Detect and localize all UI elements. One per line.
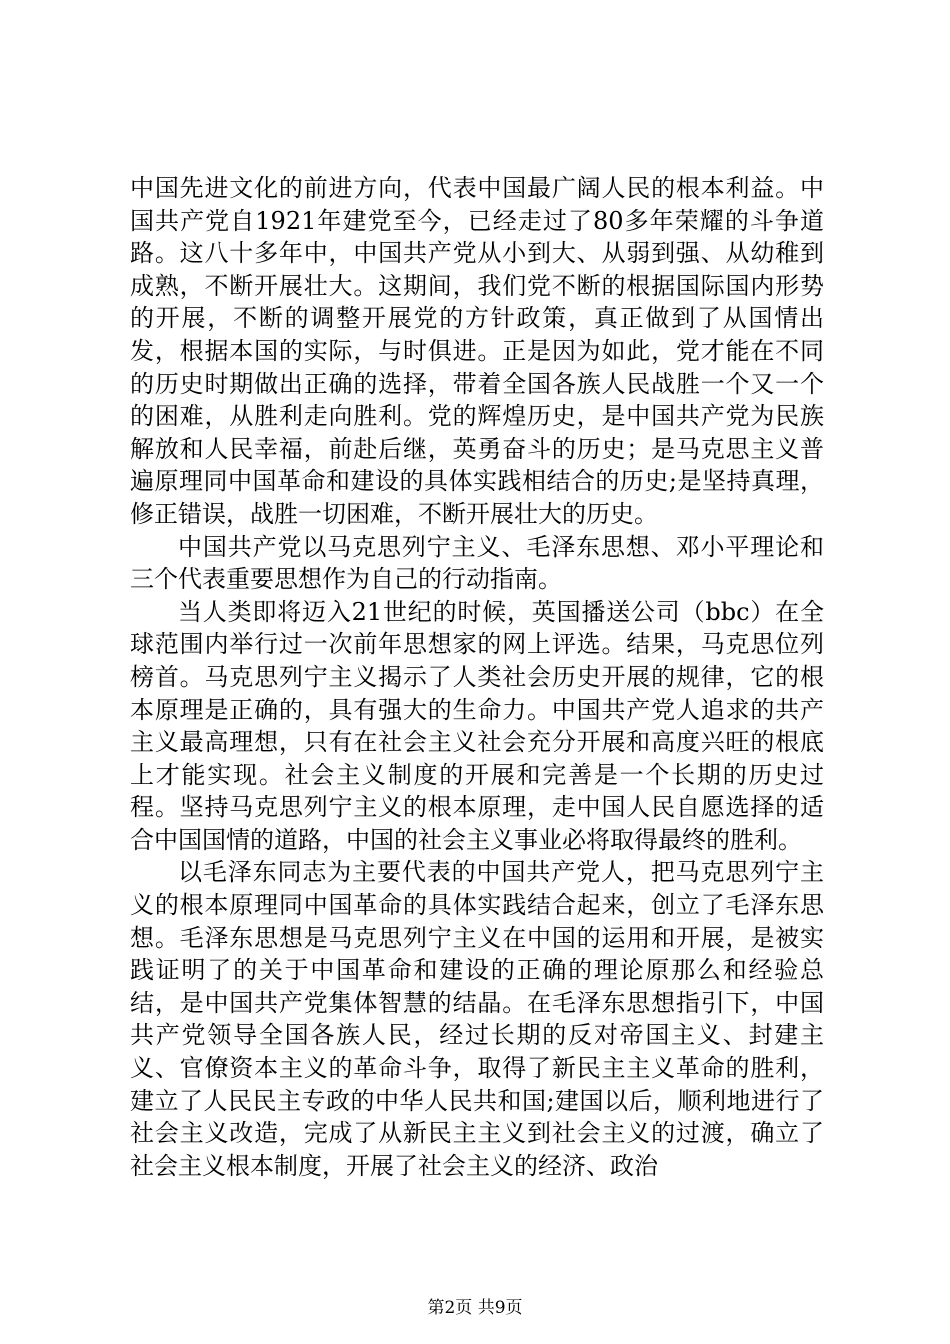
paragraph-3: 当人类即将迈入21世纪的时候，英国播送公司（bbc）在全球范围内举行过一次前年思想家的网上评选。结果，马克思位列榜首。马克思列宁主义揭示了人类社会历史开展的规律，它的根本原理是正确的，具有强大的生命力。中国共产党人追求的共产主义最高理想，只有在社会主义社会充分开展和高度兴旺的根底上才能实现。社会主义制度的开展和完善是一个长期的历史过程。坚持马克思列宁主义的根本原理，走中国人民自愿选择的适合中国国情的道路，中国的社会主义事业必将取得最终的胜利。 (130, 597, 824, 854)
paragraph-4: 以毛泽东同志为主要代表的中国共产党人，把马克思列宁主义的根本原理同中国革命的具体实践结合起来，创立了毛泽东思想。毛泽东思想是马克思列宁主义在中国的运用和开展，是被实践证明了的关于中国革命和建设的正确的理论原那么和经验总结，是中国共产党集体智慧的结晶。在毛泽东思想指引下，中国共产党领导全国各族人民，经过长期的反对帝国主义、封建主义、官僚资本主义的革命斗争，取得了新民主主义革命的胜利，建立了人民民主专政的中华人民共和国;建国以后，顺利地进行了社会主义改造，完成了从新民主主义到社会主义的过渡，确立了社会主义根本制度，开展了社会主义的经济、政治 (130, 858, 824, 1180)
paragraph-2: 中国共产党以马克思列宁主义、毛泽东思想、邓小平理论和三个代表重要思想作为自己的行动指南。 (130, 532, 824, 594)
page-number-footer: 第2页 共9页 (427, 1298, 523, 1318)
body-text (130, 172, 824, 1182)
paragraph-1: 中国先进文化的前进方向，代表中国最广阔人民的根本利益。中国共产党自1921年建党至今，已经走过了80多年荣耀的斗争道路。这八十多年中，中国共产党从小到大、从弱到强、从幼稚到成熟，不断开展壮大。这期间，我们党不断的根据国际国内形势的开展，不断的调整开展党的方针政策，真正做到了从国情出发，根据本国的实际，与时俱进。正是因为如此，党才能在不同的历史时期做出正确的选择，带着全国各族人民战胜一个又一个的困难，从胜利走向胜利。党的辉煌历史，是中国共产党为民族解放和人民幸福，前赴后继，英勇奋斗的历史；是马克思主义普遍原理同中国革命和建设的具体实践相结合的历史;是坚持真理，修正错误，战胜一切困难，不断开展壮大的历史。 (130, 174, 824, 528)
